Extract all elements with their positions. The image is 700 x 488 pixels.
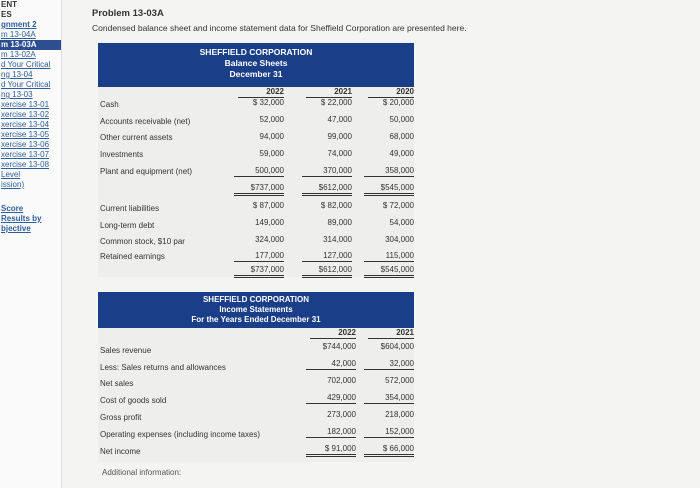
cell-value: $ 82,000 bbox=[320, 201, 352, 210]
additional-information-label: Additional information: bbox=[102, 468, 182, 477]
cell-value: 273,000 bbox=[327, 410, 356, 419]
income-statement-period: For the Years Ended December 31 bbox=[191, 315, 321, 324]
row-label: Investments bbox=[100, 150, 144, 159]
cell-value: 74,000 bbox=[327, 149, 352, 158]
row-label: Cost of goods sold bbox=[100, 396, 167, 405]
year-header: 2022 bbox=[310, 328, 356, 339]
net-income: $ 66,000 bbox=[364, 444, 414, 457]
cell-value: 149,000 bbox=[255, 218, 284, 227]
cell-value: 99,000 bbox=[327, 132, 352, 141]
cell-value: 304,000 bbox=[385, 235, 414, 244]
sidebar-item-results[interactable]: bjective bbox=[1, 224, 31, 233]
total-liabilities-equity: $612,000 bbox=[302, 265, 352, 278]
row-label: Long-term debt bbox=[100, 221, 155, 230]
cell-value: 702,000 bbox=[327, 376, 356, 385]
sidebar-heading: ENT bbox=[1, 0, 17, 9]
cell-value: 177,000 bbox=[234, 251, 284, 262]
total-liabilities-equity: $737,000 bbox=[234, 265, 284, 278]
income-statement-title: Income Statements bbox=[219, 305, 293, 314]
balance-sheet-table bbox=[98, 87, 414, 277]
sidebar-item-critical-thinking[interactable]: ng 13-03 bbox=[1, 90, 33, 99]
balance-sheet-header bbox=[98, 43, 414, 87]
sidebar-item-problem-13-02a[interactable]: m 13-02A bbox=[1, 50, 36, 59]
sidebar-item-results[interactable]: Results by bbox=[1, 214, 42, 223]
year-header: 2022 bbox=[238, 87, 284, 98]
cell-value: 324,000 bbox=[255, 235, 284, 244]
net-income: $ 91,000 bbox=[306, 444, 356, 457]
cell-value: 314,000 bbox=[323, 235, 352, 244]
cell-value: 429,000 bbox=[306, 393, 356, 404]
cell-value: $744,000 bbox=[322, 342, 356, 351]
total-assets: $612,000 bbox=[302, 183, 352, 196]
cell-value: $ 87,000 bbox=[252, 201, 284, 210]
income-statement-header bbox=[98, 292, 414, 328]
sidebar-item-exercise[interactable]: xercise 13-07 bbox=[1, 150, 50, 159]
cell-value: 42,000 bbox=[306, 359, 356, 370]
sidebar-item-problem-13-04a[interactable]: m 13-04A bbox=[1, 30, 36, 39]
row-label: Cash bbox=[100, 100, 119, 109]
cell-value: 500,000 bbox=[234, 166, 284, 177]
balance-sheet-company: SHEFFIELD CORPORATION bbox=[199, 47, 313, 57]
row-label: Plant and equipment (net) bbox=[100, 167, 193, 176]
sidebar-item-problem-13-03a[interactable]: m 13-03A bbox=[0, 40, 61, 50]
total-assets: $545,000 bbox=[364, 183, 414, 196]
cell-value: 354,000 bbox=[364, 393, 414, 404]
sidebar-item-exercise[interactable]: xercise 13-01 bbox=[1, 100, 50, 109]
sidebar-item-exercise[interactable]: xercise 13-04 bbox=[1, 120, 50, 129]
total-assets: $737,000 bbox=[234, 183, 284, 196]
cell-value: 115,000 bbox=[364, 251, 414, 262]
cell-value: 68,000 bbox=[389, 132, 414, 141]
cell-value: 358,000 bbox=[364, 166, 414, 177]
balance-sheet-title: Balance Sheets bbox=[224, 58, 288, 68]
row-label: Accounts receivable (net) bbox=[100, 117, 191, 126]
row-label: Other current assets bbox=[100, 133, 173, 142]
balance-sheet-date: December 31 bbox=[229, 69, 283, 79]
sidebar-item-critical-thinking[interactable]: ng 13-04 bbox=[1, 70, 33, 79]
sidebar-item-score[interactable]: Score bbox=[1, 204, 24, 213]
cell-value: 50,000 bbox=[389, 115, 414, 124]
row-label: Current liabilities bbox=[100, 204, 160, 213]
problem-content bbox=[92, 8, 692, 33]
cell-value: 127,000 bbox=[302, 251, 352, 262]
sidebar-item-assignment[interactable]: gnment 2 bbox=[1, 20, 37, 29]
cell-value: 49,000 bbox=[389, 149, 414, 158]
year-header: 2021 bbox=[368, 328, 414, 339]
sidebar-item-exercise[interactable]: xercise 13-08 bbox=[1, 160, 50, 169]
cell-value: 52,000 bbox=[259, 115, 284, 124]
row-label: Net income bbox=[100, 447, 141, 456]
cell-value: 59,000 bbox=[259, 149, 284, 158]
cell-value: $ 72,000 bbox=[382, 201, 414, 210]
row-label: Sales revenue bbox=[100, 346, 152, 355]
sidebar-heading: ES bbox=[1, 10, 12, 19]
cell-value: $ 32,000 bbox=[252, 98, 284, 107]
cell-value: 572,000 bbox=[385, 376, 414, 385]
row-label: Operating expenses (including income taxes) bbox=[100, 430, 261, 439]
income-statement-table bbox=[98, 328, 414, 462]
cell-value: 370,000 bbox=[302, 166, 352, 177]
sidebar-item-submission[interactable]: ission) bbox=[1, 180, 25, 189]
sidebar-item-critical-thinking[interactable]: d Your Critical bbox=[1, 80, 51, 89]
sidebar-item-exercise[interactable]: xercise 13-02 bbox=[1, 110, 50, 119]
problem-title: Problem 13-03A bbox=[92, 8, 164, 19]
sidebar-item-critical-thinking[interactable]: d Your Critical bbox=[1, 60, 51, 69]
year-header: 2020 bbox=[368, 87, 414, 98]
row-label: Retained earnings bbox=[100, 252, 165, 261]
cell-value: $604,000 bbox=[380, 342, 414, 351]
row-label: Common stock, $10 par bbox=[100, 237, 185, 246]
cell-value: $ 20,000 bbox=[382, 98, 414, 107]
income-statement-company: SHEFFIELD CORPORATION bbox=[202, 295, 310, 304]
problem-description: Condensed balance sheet and income statement data for Sheffield Corporation are presented here. bbox=[92, 23, 467, 33]
assignment-sidebar bbox=[0, 0, 62, 488]
cell-value: 218,000 bbox=[385, 410, 414, 419]
cell-value: $ 22,000 bbox=[320, 98, 352, 107]
cell-value: 89,000 bbox=[327, 218, 352, 227]
cell-value: 54,000 bbox=[389, 218, 414, 227]
sidebar-item-exercise[interactable]: xercise 13-05 bbox=[1, 130, 50, 139]
cell-value: 32,000 bbox=[364, 359, 414, 370]
cell-value: 152,000 bbox=[364, 427, 414, 438]
total-liabilities-equity: $545,000 bbox=[364, 265, 414, 278]
cell-value: 94,000 bbox=[259, 132, 284, 141]
year-header: 2021 bbox=[306, 87, 352, 98]
row-label: Net sales bbox=[100, 379, 134, 388]
cell-value: 47,000 bbox=[327, 115, 352, 124]
sidebar-item-exercise[interactable]: xercise 13-06 bbox=[1, 140, 50, 149]
cell-value: 182,000 bbox=[306, 427, 356, 438]
row-label: Less: Sales returns and allowances bbox=[100, 363, 226, 372]
row-label: Gross profit bbox=[100, 413, 142, 422]
sidebar-item-level[interactable]: Level bbox=[1, 170, 21, 179]
